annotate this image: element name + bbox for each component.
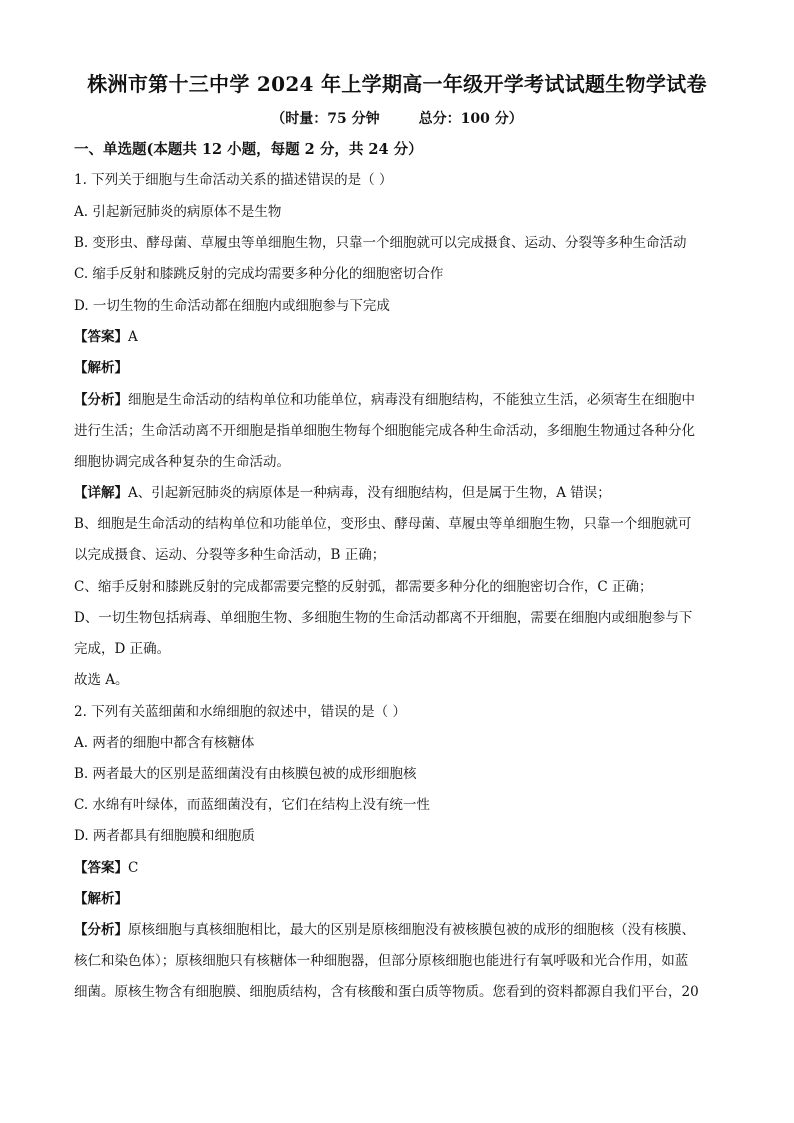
- question-1-option-d: D. 一切生物的生命活动都在细胞内或细胞参与下完成: [74, 298, 390, 314]
- question-2-fenxi-line-2: 核仁和染色体）；原核细胞只有核糖体一种细胞器，但部分原核细胞也能进行有氧呼吸和光合作用，如蓝: [74, 953, 689, 969]
- question-1-fenxi-line-2: 进行生活；生命活动离不开细胞是指单细胞生物每个细胞能完成各种生命活动，多细胞生物通过各种分化: [74, 423, 695, 439]
- answer-tag: 【答案】: [74, 329, 128, 345]
- question-2-answer: [74, 858, 138, 878]
- fenxi-text: 细胞是生命活动的结构单位和功能单位，病毒没有细胞结构，不能独立生活，必须寄生在细胞中: [128, 392, 695, 408]
- xiangjie-tag: 【详解】: [74, 485, 128, 501]
- exam-info: （时量：75 分钟 总分：100 分）: [271, 111, 523, 127]
- question-1-fenxi-line-1: [74, 390, 695, 410]
- xiangjie-text: A、引起新冠肺炎的病原体是一种病毒，没有细胞结构，但是属于生物，A 错误；: [128, 485, 611, 501]
- answer-value: A: [128, 329, 138, 345]
- question-2-option-d: D. 两者都具有细胞膜和细胞质: [74, 828, 255, 844]
- fenxi-text: 原核细胞与真核细胞相比，最大的区别是原核细胞没有被核膜包被的成形的细胞核（没有核膜、: [128, 922, 695, 938]
- question-1-option-b: B. 变形虫、酵母菌、草履虫等单细胞生物，只靠一个细胞就可以完成摄食、运动、分裂等多种生命活动: [74, 235, 687, 251]
- question-1-xiangjie-line-4: C、缩手反射和膝跳反射的完成都需要完整的反射弧，都需要多种分化的细胞密切合作，C 正确；: [74, 579, 653, 595]
- question-1-option-a: A. 引起新冠肺炎的病原体不是生物: [74, 204, 282, 220]
- page-title: 株洲市第十三中学 2024 年上学期高一年级开学考试试题生物学试卷: [87, 72, 707, 96]
- question-2-analysis-tag: 【解析】: [74, 891, 128, 907]
- question-1-xiangjie-line-5: D、一切生物包括病毒、单细胞生物、多细胞生物的生命活动都离不开细胞，需要在细胞内或细胞参与下: [74, 610, 693, 626]
- question-2-option-a: A. 两者的细胞中都含有核糖体: [74, 735, 255, 751]
- fenxi-tag: 【分析】: [74, 392, 128, 408]
- question-1-xiangjie-line-3: 以完成摄食、运动、分裂等多种生命活动，B 正确；: [74, 547, 386, 563]
- question-1-option-c: C. 缩手反射和膝跳反射的完成均需要多种分化的细胞密切合作: [74, 266, 444, 282]
- question-2-fenxi-line-3: 细菌。原核生物含有细胞膜、细胞质结构，含有核酸和蛋白质等物质。您看到的资料都源自我们平台，20: [74, 984, 699, 1000]
- question-2-stem: 2. 下列有关蓝细菌和水绵细胞的叙述中，错误的是（ ）: [74, 704, 406, 720]
- question-1-xiangjie-line-1: [74, 483, 611, 503]
- section-heading: 一、单选题(本题共 12 小题，每题 2 分，共 24 分）: [74, 141, 423, 158]
- question-2-option-b: B. 两者最大的区别是蓝细菌没有由核膜包被的成形细胞核: [74, 766, 417, 782]
- question-1-fenxi-line-3: 细胞协调完成各种复杂的生命活动。: [74, 454, 290, 470]
- question-2-fenxi-line-1: [74, 920, 695, 940]
- question-1-answer: [74, 327, 138, 347]
- answer-value: C: [128, 860, 139, 876]
- question-1-xiangjie-line-2: B、细胞是生命活动的结构单位和功能单位，变形虫、酵母菌、草履虫等单细胞生物，只靠一个细胞就可: [74, 516, 692, 532]
- question-1-conclusion: 故选 A。: [74, 672, 129, 688]
- answer-tag: 【答案】: [74, 860, 128, 876]
- question-1-analysis-tag: 【解析】: [74, 360, 128, 376]
- question-1-stem: 1. 下列关于细胞与生命活动关系的描述错误的是（ ）: [74, 172, 393, 188]
- question-1-xiangjie-line-6: 完成，D 正确。: [74, 641, 171, 657]
- question-2-option-c: C. 水绵有叶绿体，而蓝细菌没有，它们在结构上没有统一性: [74, 797, 430, 813]
- fenxi-tag: 【分析】: [74, 922, 128, 938]
